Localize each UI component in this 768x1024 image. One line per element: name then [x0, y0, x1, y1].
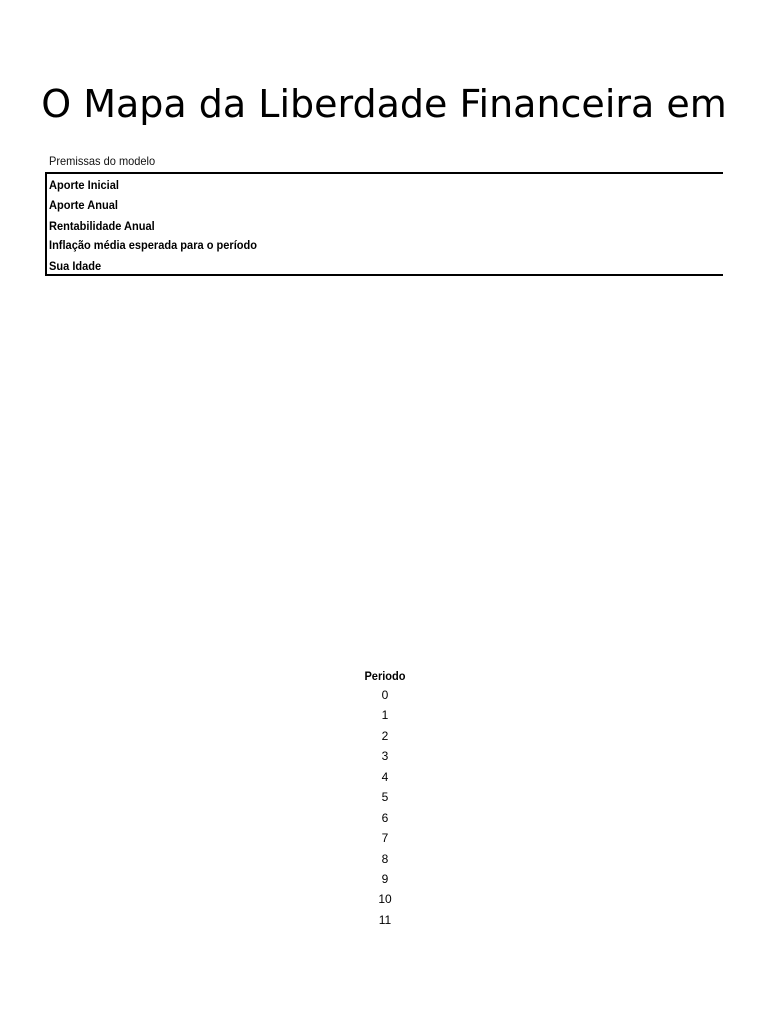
premissa-inflacao-media: Inflação média esperada para o período	[49, 238, 257, 252]
periodo-cell: 2	[381, 728, 389, 743]
periodo-cell: 1	[381, 708, 389, 723]
periodo-cell: 8	[381, 851, 389, 866]
periodo-cell: 9	[381, 871, 389, 886]
premissa-sua-idade: Sua Idade	[49, 259, 102, 273]
periodo-cell: 6	[381, 810, 389, 825]
periodo-cell: 7	[381, 831, 389, 846]
page-title: O Mapa da Liberdade Financeira em	[41, 82, 727, 126]
premissa-aporte-anual: Aporte Anual	[49, 198, 118, 212]
periodo-cell: 3	[381, 749, 389, 764]
periodo-cell: 11	[378, 912, 392, 927]
periodo-cell: 4	[381, 769, 389, 784]
periodo-column	[345, 667, 425, 930]
premissas-section-label: Premissas do modelo	[49, 154, 156, 168]
periodo-cell: 5	[381, 790, 389, 805]
periodo-header: Periodo	[364, 669, 406, 683]
premissa-rentabilidade-anual: Rentabilidade Anual	[49, 219, 155, 233]
periodo-cell: 0	[381, 688, 389, 702]
premissas-table	[45, 172, 723, 276]
premissa-aporte-inicial: Aporte Inicial	[49, 178, 119, 192]
periodo-cell: 10	[378, 892, 392, 907]
